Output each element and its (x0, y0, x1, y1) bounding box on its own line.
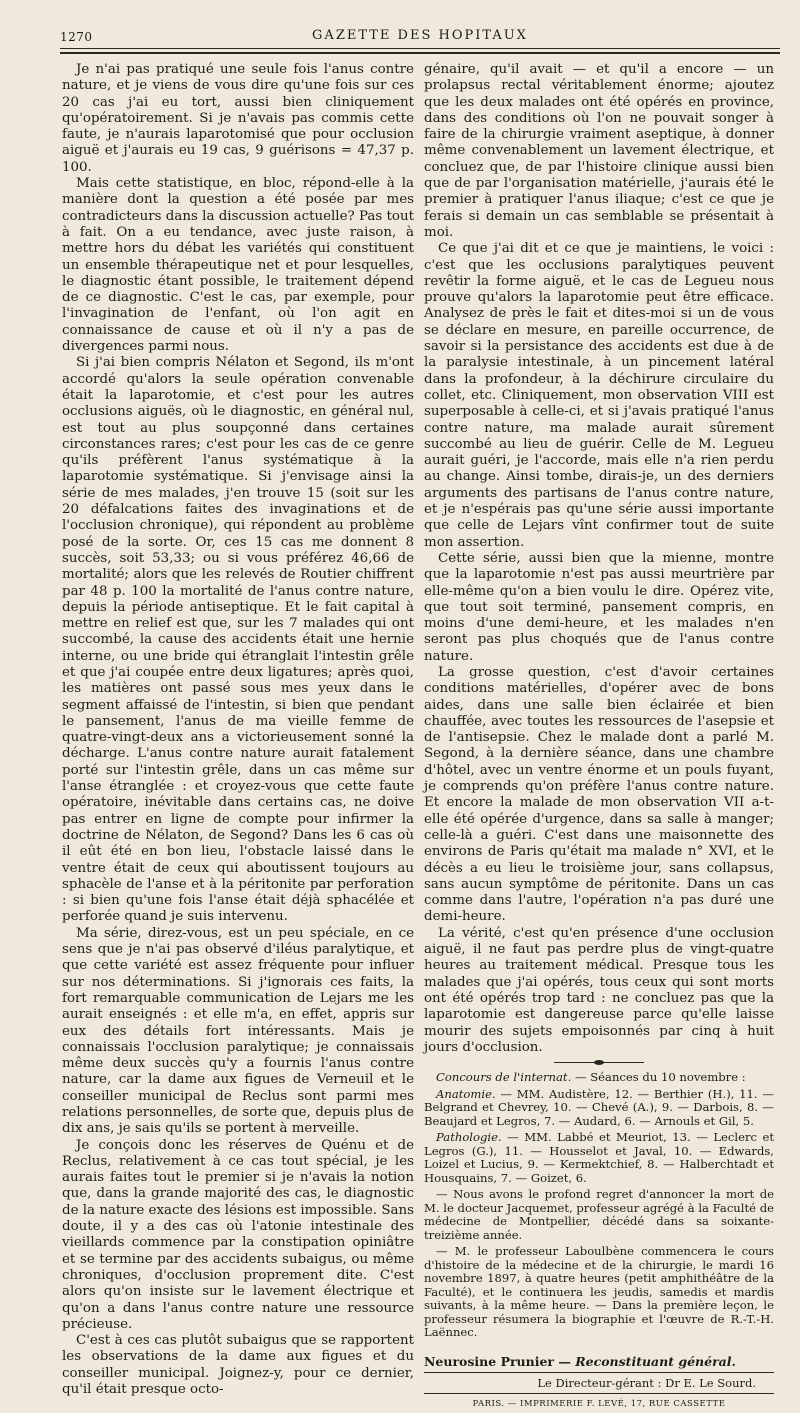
director-signature: Le Directeur-gérant : Dr E. Le Sourd. (537, 1375, 756, 1390)
section-divider (554, 1062, 644, 1063)
paragraph: La vérité, c'est qu'en présence d'une occlusion aiguë, il ne faut pas perdre plus de vingt-quatre heures au traitement médical. Presque tous les malades que j'ai opérés, tous ceux qui sont morts ont été opérés trop tard : ne concluez pas que la laparotomie est dangereuse parce qu'elle laisse mourir des sujets empoisonnés par cinq à huit jours d'occlusion. (424, 925, 774, 1055)
left-column (62, 62, 414, 1398)
news-concours-text: — Séances du 10 novembre : (571, 1070, 746, 1085)
paragraph: Ma série, direz-vous, est un peu spéciale, en ce sens que je n'ai pas observé d'iléus paralytique, et que cette variété est assez fréquente pour influer sur nos déterminations. Si j'ignorais ces faits, la fort remarquable communication de Lejars me les aurait enseignés : et elle m'a, en effet, appris sur eux des détails fort intéressants. Mais je connaissais l'occlusion paralytique; je connaissais même deux succès qu'y a fournis l'anus contre nature, car la dame aux figues de Verneuil et le conseiller municipal de Reclus sont parmi mes relations personnelles, de sorte que, depuis plus de dix ans, je sais qu'ils se portent à merveille. (62, 925, 414, 1137)
paragraph: Si j'ai bien compris Nélaton et Segond, ils m'ont accordé qu'alors la seule opération convenable était la laparotomie, et c'est pour les autres occlusions aiguës, où le diagnostic, en général nul, est tout au plus soupçonné dans certaines circonstances rares; c'est pour les cas de ce genre qu'ils préfèrent l'anus systématique à la laparotomie systématique. Si j'envisage ainsi la série de mes malades, j'en trouve 15 (soit sur les 20 défalcations faites des invaginations et de l'occlusion chronique), qui répondent au problème posé de la sorte. Or, ces 15 cas me donnent 8 succès, soit 53,33; ou si vous préférez 46,66 de mortalité; alors que les relevés de Routier chiffrent par 48 p. 100 la mortalité de l'anus contre nature, depuis la période antiseptique. Et le fait capital à mettre en relief est que, sur les 7 malades qui ont succombé, la cause des accidents était une hernie interne, ou une bride qui étranglait l'intestin grêle et que j'ai coupée entre deux ligatures; après quoi, les matières ont passé sous mes yeux dans le segment affaissé de l'intestin, si bien que pendant le pansement, l'anus de ma vieille femme de quatre-vingt-deux ans a victorieusement sonné la décharge. L'anus contre nature aurait fatalement porté sur l'intestin grêle, dans un cas même sur l'anse étranglée : et croyez-vous que cette faute opératoire, inévitable dans certains cas, ne doive pas entrer en ligne de compte pour infirmer la doctrine de Nélaton, de Segond? Dans les 6 cas où il eût été en bon lieu, l'obstacle laissé dans le ventre était de ceux qui aboutissent toujours au sphacèle de l'anse et à la péritonite par perforation : si bien qu'une fois l'anse était déjà sphacélée et perforée quand je suis intervenu. (62, 355, 414, 925)
divider-ornament (594, 1060, 604, 1065)
news-pathologie-label: Pathologie. (436, 1130, 502, 1145)
paragraph: génaire, qu'il avait — et qu'il a encore — un prolapsus rectal véritablement énorme; ajoutez que les deux malades ont été opérés en province, dans des conditions où l'on ne pouvait songer à faire de la chirurgie vraiment aseptique, à donner même convenablement un lavement électrique, et concluez que, de par l'histoire clinique aussi bien que de par l'organisation matérielle, j'aurais été le premier à pratiquer l'anus iliaque; c'est ce que je ferais si demain un cas semblable se présentait à moi. (424, 62, 774, 240)
advertisement: Neurosine Prunier — Reconstituant général. (424, 1353, 736, 1369)
news-anatomie-text: — MM. Audistère, 12. — Berthier (H.), 11. — Belgrand et Chevrey, 10. — Chevé (A.), 9. — Darbois, 8. — Beaujard et Legros, 7. — Audard, 6. — Arnouls et Gil, 5. (424, 1086, 774, 1128)
paragraph: Je n'ai pas pratiqué une seule fois l'anus contre nature, et je viens de vous dire qu'une fois sur ces 20 cas j'ai eu tort, aussi bien cliniquement qu'opératoirement. Si je n'avais pas commis cette faute, je n'aurais laparotomisé que pour occlusion aiguë et j'aurais eu 19 cas, 9 guérisons = 47,37 p. 100. (62, 62, 414, 175)
footer-rule (424, 1372, 774, 1373)
news-course: — M. le professeur Laboulbène commencera le cours d'histoire de la médecine et de la chirurgie, le mardi 16 novembre 1897, à quatre heures (petit amphithéâtre de la Faculté), et le continuera les jeudis, samedis et mardis suivants, à la même heure. — Dans la première leçon, le professeur résumera la biographie et l'œuvre de R.-T.-H. Laënnec. (424, 1244, 774, 1340)
paragraph: Ce que j'ai dit et ce que je maintiens, le voici : c'est que les occlusions paralytiques peuvent revêtir la forme aiguë, et le cas de Legueu nous prouve qu'alors la laparotomie peut être efficace. Analysez de près le fait et dites-moi si un de vous se déclare en mesure, en pareille occurrence, de savoir si la persistance des accidents est due à de la paralysie intestinale, à un pincement latéral dans la profondeur, à la déchirure circulaire du collet, etc. Cliniquement, mon observation VIII est superposable à celle-ci, et si j'avais pratiqué l'anus contre nature, ma malade aurait sûrement succombé au lieu de guérir. Celle de M. Legueu aurait guéri, je l'accorde, mais elle n'a rien perdu au change. Ainsi tombe, dirais-je, un des derniers arguments des partisans de l'anus contre nature, et je n'espérais pas qu'une série aussi importante que celle de Lejars vînt confirmer tout de suite mon assertion. (424, 241, 774, 550)
news-obituary: — Nous avons le profond regret d'annoncer la mort de M. le docteur Jacquemet, professeur agrégé à la Faculté de médecine de Montpellier, décédé dans sa soixante-treizième année. (424, 1187, 774, 1242)
right-column (424, 62, 774, 1413)
header-rule (60, 48, 780, 49)
page-number: 1270 (60, 30, 93, 44)
paragraph: C'est à ces cas plutôt subaigus que se rapportent les observations de la dame aux figues et du conseiller municipal. Joignez-y, pour ce dernier, qu'il était presque octo- (62, 1333, 414, 1398)
paragraph: Cette série, aussi bien que la mienne, montre que la laparotomie n'est pas aussi meurtrière par elle-même qu'on a bien voulu le dire. Opérez vite, que tout soit terminé, pansement compris, en moins d'une demi-heure, et les malades n'en seront pas plus choqués que de l'anus contre nature. (424, 550, 774, 664)
journal-title: GAZETTE DES HOPITAUX (312, 28, 528, 43)
news-concours-title: Concours de l'internat. (436, 1070, 572, 1085)
news-pathologie-text: — MM. Labbé et Meuriot, 13. — Leclerc et Legros (G.), 11. — Housselot et Javal, 10. — Edwards, Loizel et Lucius, 9. — Kermektchief, 8. — Halberchtadt et Housquains, 7. — Goizet, 6. (424, 1130, 774, 1185)
header-rule-thick (60, 52, 780, 54)
printer-imprint: PARIS. — IMPRIMERIE F. LEVÉ, 17, RUE CASSETTE (472, 1399, 726, 1410)
news-anatomie (424, 1088, 774, 1129)
news-anatomie-label: Anatomie. (436, 1086, 496, 1101)
news-concours (424, 1071, 774, 1085)
ad-brand: Neurosine Prunier (424, 1353, 555, 1369)
ad-tagline: Reconstituant général. (575, 1353, 736, 1369)
news-items (424, 1071, 774, 1340)
footer-rule-2 (424, 1393, 774, 1394)
paragraph: La grosse question, c'est d'avoir certaines conditions matérielles, d'opérer avec de bons aides, dans une salle bien éclairée et bien chauffée, avec toutes les ressources de l'asepsie et de l'antisepsie. Chez le malade dont a parlé M. Segond, à la dernière séance, dans une chambre d'hôtel, avec un ventre énorme et un pouls fuyant, je comprends qu'on préfère l'anus contre nature. Et encore la malade de mon observation VII a-t-elle été opérée d'urgence, dans sa salle à manger; celle-là a guéri. C'est dans une maisonnette des environs de Paris qu'était ma malade n° XVI, et le décès a eu lieu le troisième jour, sans collapsus, sans aucun symptôme de péritonite. Dans un cas comme dans l'autre, l'opération n'a pas duré une demi-heure. (424, 664, 774, 925)
page-header (60, 22, 780, 48)
paragraph: Mais cette statistique, en bloc, répond-elle à la manière dont la question a été posée par mes contradicteurs dans la discussion actuelle? Pas tout à fait. On a eu tendance, avec juste raison, à mettre hors du débat les variétés qui constituent un ensemble thérapeutique net et pour lesquelles, le diagnostic étant possible, le traitement dépend de ce diagnostic. C'est le cas, par exemple, pour l'invagination de l'enfant, où l'on agit en connaissance de cause et où il n'y a pas de divergences parmi nous. (62, 176, 414, 355)
news-pathologie (424, 1131, 774, 1185)
paragraph: Je conçois donc les réserves de Quénu et de Reclus, relativement à ce cas tout spécial, je les aurais faites tout le premier si je n'avais la notion que, dans la grande majorité des cas, le diagnostic de la nature exacte des lésions est impossible. Sans doute, il y a des cas où l'atonie intestinale des vieillards commence par la constipation opiniâtre et se termine par des accidents subaigus, ou même chroniques, d'occlusion proprement dite. C'est alors qu'on insiste sur le lavement électrique et qu'on a dans l'anus contre nature une ressource précieuse. (62, 1137, 414, 1332)
